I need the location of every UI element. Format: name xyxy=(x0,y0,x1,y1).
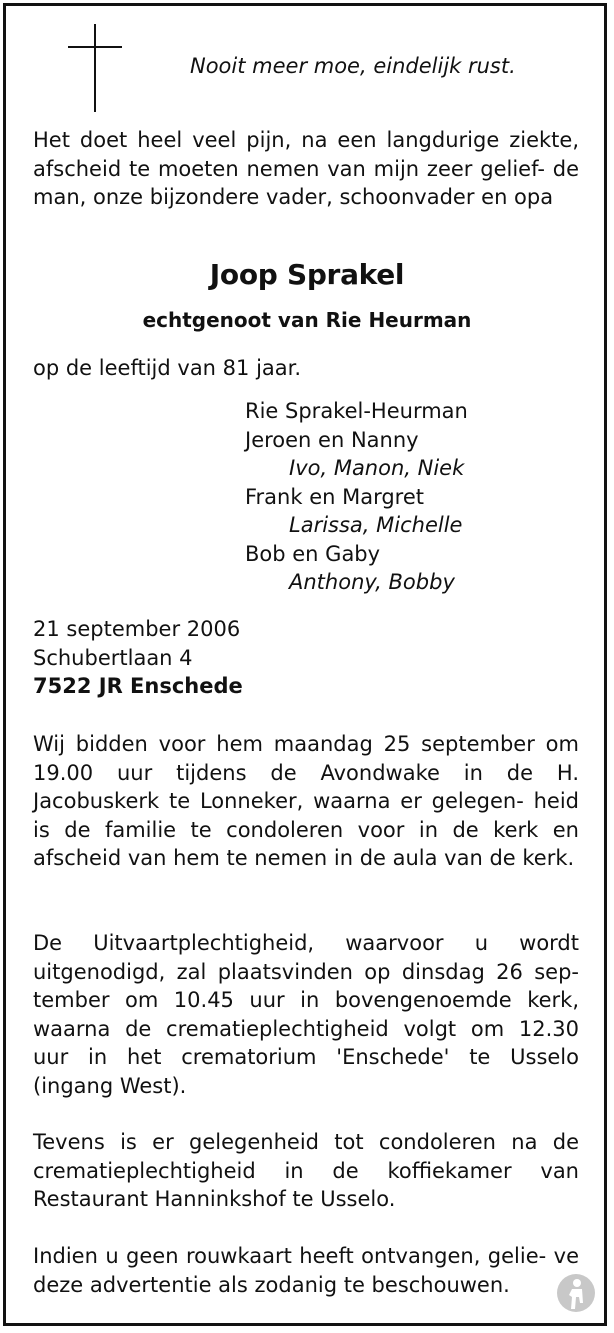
address-block xyxy=(33,615,579,701)
city-line: 7522 JR Enschede xyxy=(33,674,243,698)
condolence-paragraph: Tevens is er gelegenheid tot condoleren na de crematieplechtigheid in de koffiekamer van Restaurant Hanninkshof te Usselo. xyxy=(33,1130,579,1211)
family-list xyxy=(245,397,468,597)
funeral-paragraph: De Uitvaartplechtigheid, waarvoor u wordt uitgenodigd, zal plaatsvinden op dinsdag 26 sep- tember om 10.45 uur in bovengenoemde kerk, waarna de crematieplechtigheid volgt om 12.30 uur in het crematorium 'Enschede' te Usselo (ingang West). xyxy=(33,931,579,1098)
intro-paragraph: Het doet heel veel pijn, na een langdurige ziekte, afscheid te moeten nemen van mijn zeer gelief- de man, onze bijzondere vader, schoonvader en opa xyxy=(33,128,579,209)
cross-icon xyxy=(68,24,122,112)
grandchildren: Larissa, Michelle xyxy=(289,513,463,537)
grandchildren: Ivo, Manon, Niek xyxy=(289,456,465,480)
vigil-paragraph: Wij bidden voor hem maandag 25 september om 19.00 uur tijdens de Avondwake in de H. Jacobuskerk te Lonneker, waarna er gelegen- heid is de familie te condoleren voor in de kerk en afscheid van hem te nemen in de aula van de kerk. xyxy=(33,732,579,870)
family-member: Frank en Margret xyxy=(245,484,425,509)
family-member: Bob en Gaby xyxy=(245,541,381,566)
spouse-line: echtgenoot van Rie Heurman xyxy=(142,308,472,332)
motto: Nooit meer moe, eindelijk rust. xyxy=(190,54,516,78)
street-line: Schubertlaan 4 xyxy=(33,645,193,670)
age-line: op de leeftijd van 81 jaar. xyxy=(33,356,302,380)
closing-paragraph: Indien u geen rouwkaart heeft ontvangen, gelie- ve deze advertentie als zodanig te beschouwen. xyxy=(33,1244,579,1297)
deceased-name: Joop Sprakel xyxy=(209,258,405,291)
grandchildren: Anthony, Bobby xyxy=(289,570,455,594)
family-member: Rie Sprakel-Heurman xyxy=(245,399,468,423)
date-line: 21 september 2006 xyxy=(33,617,241,641)
memorial-figure-logo-icon xyxy=(556,1273,596,1313)
family-member: Jeroen en Nanny xyxy=(245,427,419,452)
